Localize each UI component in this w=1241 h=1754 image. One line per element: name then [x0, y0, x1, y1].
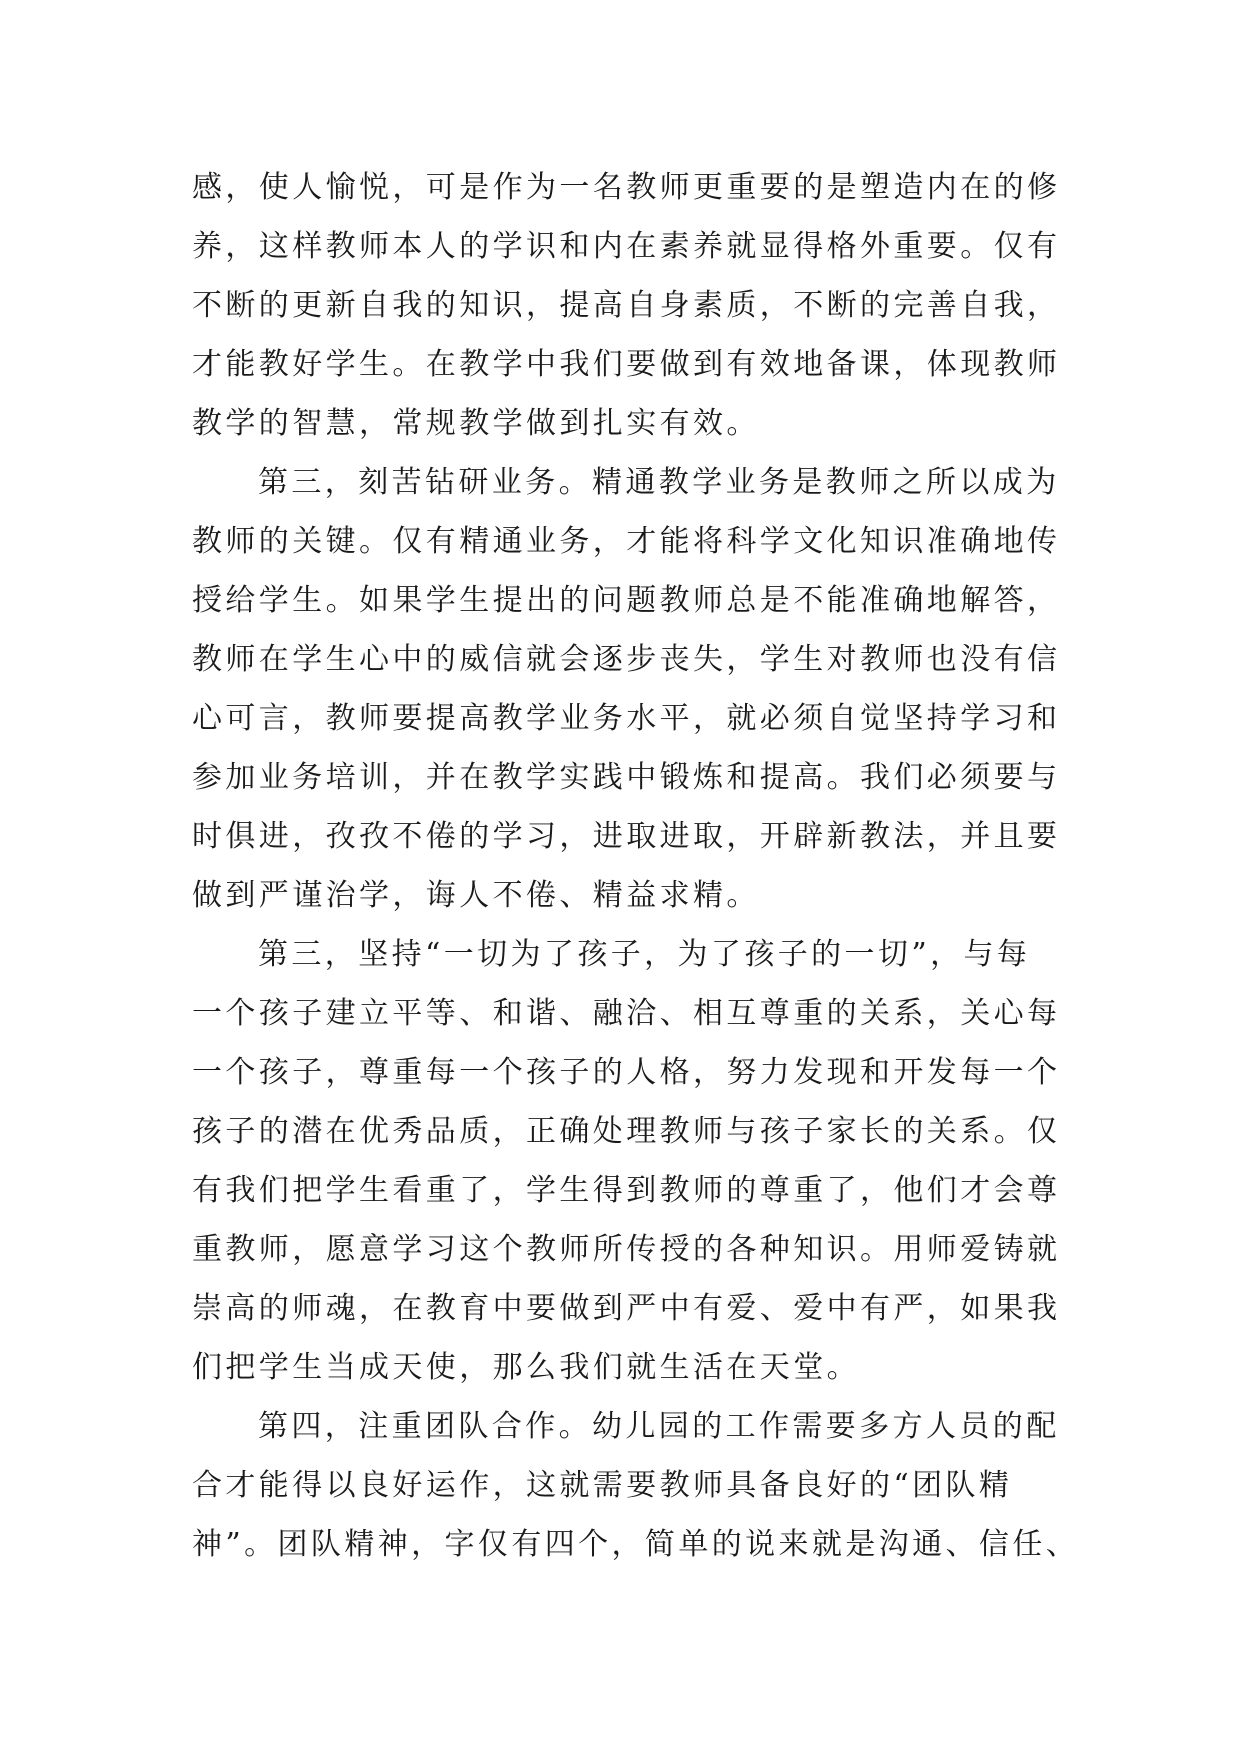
text-line: 神”。团队精神，字仅有四个，简单的说来就是沟通、信任、 [192, 1527, 1080, 1562]
text-line: 授给学生。如果学生提出的问题教师总是不能准确地解答， [192, 583, 1061, 618]
text-line: 崇高的师魂，在教育中要做到严中有爱、爱中有严，如果我 [192, 1291, 1061, 1326]
text-line: 们把学生当成天使，那么我们就生活在天堂。 [192, 1350, 860, 1385]
text-line: 教学的智慧，常规教学做到扎实有效。 [192, 406, 760, 441]
text-line: 教师的关键。仅有精通业务，才能将科学文化知识准确地传 [192, 524, 1061, 559]
paragraph-first-line: 第三，坚持“一切为了孩子，为了孩子的一切”，与每 [258, 937, 1031, 972]
text-line: 心可言，教师要提高教学业务水平，就必须自觉坚持学习和 [192, 701, 1061, 736]
text-line: 时俱进，孜孜不倦的学习，进取进取，开辟新教法，并且要 [192, 819, 1061, 854]
paragraph-first-line: 第三，刻苦钻研业务。精通教学业务是教师之所以成为 [258, 465, 1060, 500]
text-line: 才能教好学生。在教学中我们要做到有效地备课，体现教师 [192, 347, 1061, 382]
paragraph-first-line: 第四，注重团队合作。幼儿园的工作需要多方人员的配 [258, 1409, 1060, 1444]
text-line: 感，使人愉悦，可是作为一名教师更重要的是塑造内在的修 [192, 170, 1061, 205]
text-line: 参加业务培训，并在教学实践中锻炼和提高。我们必须要与 [192, 760, 1061, 795]
text-line: 孩子的潜在优秀品质，正确处理教师与孩子家长的关系。仅 [192, 1114, 1061, 1149]
text-line: 养，这样教师本人的学识和内在素养就显得格外重要。仅有 [192, 229, 1061, 264]
text-line: 一个孩子建立平等、和谐、融洽、相互尊重的关系，关心每 [192, 996, 1061, 1031]
text-line: 教师在学生心中的威信就会逐步丧失，学生对教师也没有信 [192, 642, 1061, 677]
text-line: 重教师，愿意学习这个教师所传授的各种知识。用师爱铸就 [192, 1232, 1061, 1267]
text-line: 有我们把学生看重了，学生得到教师的尊重了，他们才会尊 [192, 1173, 1061, 1208]
text-line: 做到严谨治学，诲人不倦、精益求精。 [192, 878, 760, 913]
document-body [192, 158, 1080, 1574]
text-line: 一个孩子，尊重每一个孩子的人格，努力发现和开发每一个 [192, 1055, 1061, 1090]
text-line: 不断的更新自我的知识，提高自身素质，不断的完善自我， [192, 288, 1061, 323]
text-line: 合才能得以良好运作，这就需要教师具备良好的“团队精 [192, 1468, 1013, 1503]
